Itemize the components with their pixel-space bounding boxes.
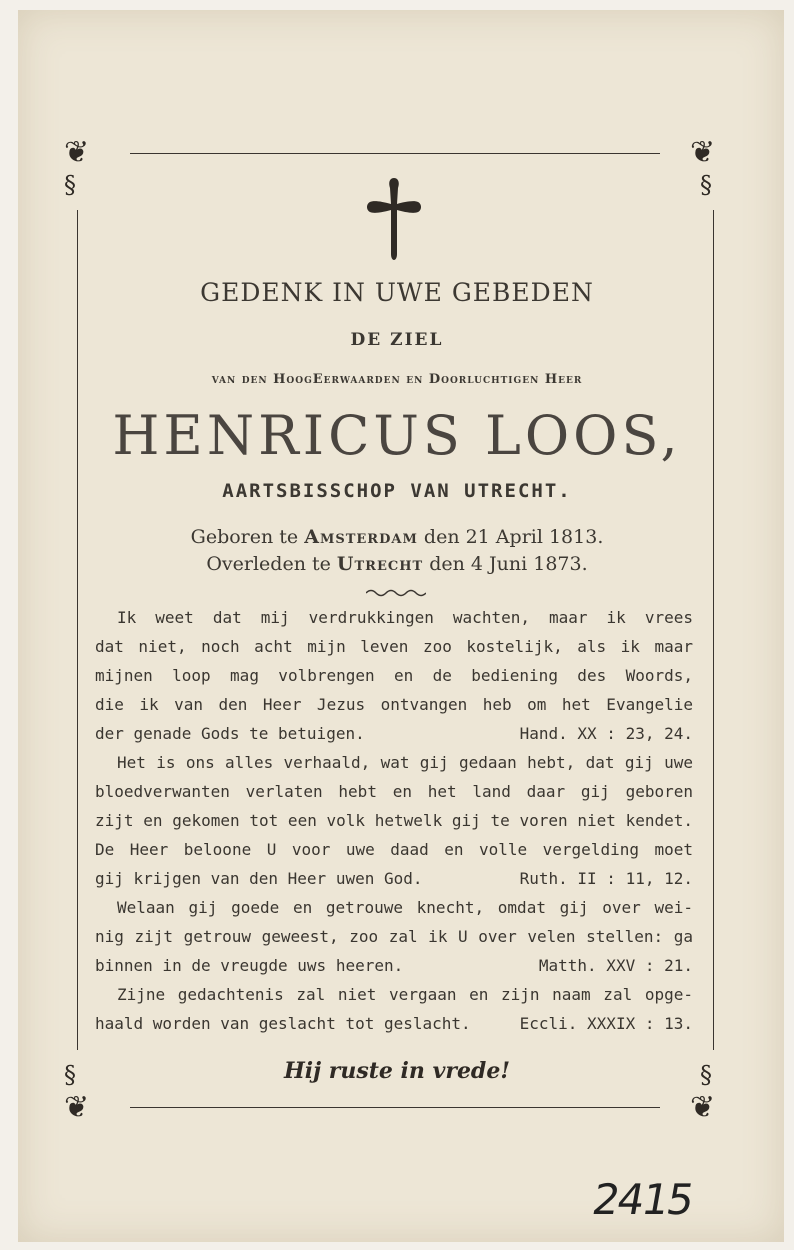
- birth-place: Amsterdam: [304, 526, 418, 548]
- corner-ornament-icon: §: [64, 1061, 76, 1089]
- verse-text: binnen in de vreugde uws heeren.: [95, 956, 404, 975]
- verse-line: bloedverwanten verlaten hebt en het land daar gij geboren: [95, 782, 693, 801]
- verse-line: Ik weet dat mij verdrukkingen wachten, maar ik vrees: [117, 608, 693, 627]
- corner-ornament-icon: §: [700, 1061, 712, 1089]
- death-date: den 4 Juni 1873.: [429, 553, 588, 575]
- verse-line: zijt en gekomen tot een volk hetwelk gij te voren niet kendet.: [95, 811, 693, 830]
- birth-line: [0, 526, 794, 548]
- verse-line: De Heer beloone U voor uwe daad en volle vergelding moet: [95, 840, 693, 859]
- verse-line: nig zijt getrouw geweest, zoo zal ik U over velen stellen: ga: [95, 927, 693, 946]
- verse-line: die ik van den Heer Jezus ontvangen heb om het Evangelie: [95, 695, 693, 714]
- verse-line: Zijne gedachtenis zal niet vergaan en zijn naam zal opge-: [117, 985, 693, 1004]
- verse-text: der genade Gods te betuigen.: [95, 724, 365, 743]
- verse-reference: Ruth. II : 11, 12.: [519, 869, 693, 888]
- heading-remember: GEDENK IN UWE GEBEDEN: [200, 278, 594, 307]
- verse-line: mijnen loop mag volbrengen en de bediening des Woords,: [95, 666, 693, 685]
- verse-reference: Matth. XXV : 21.: [538, 956, 693, 975]
- birth-date: den 21 April 1813.: [423, 526, 604, 548]
- verse-line: Welaan gij goede en getrouwe knecht, omdat gij over wei-: [117, 898, 693, 917]
- heading-soul: DE ZIEL: [350, 330, 444, 350]
- closing-blessing: Hij ruste in vrede!: [284, 1058, 510, 1084]
- handwritten-number: 2415: [588, 1175, 697, 1224]
- wavy-divider: [366, 588, 426, 598]
- verse-line: dat niet, noch acht mijn leven zoo kostelijk, als ik maar: [95, 637, 693, 656]
- verse-last-line: [95, 864, 693, 893]
- corner-ornament-icon: ❦: [64, 1090, 90, 1125]
- deceased-name: HENRICUS LOOS,: [112, 404, 682, 467]
- verse-reference: Eccli. XXXIX : 13.: [519, 1014, 693, 1033]
- deceased-office: AARTSBISSCHOP VAN UTRECHT.: [222, 480, 572, 502]
- death-place: Utrecht: [336, 553, 424, 575]
- frame-top-line: [130, 153, 660, 154]
- birth-prefix: Geboren te: [190, 526, 299, 548]
- scripture-block: [95, 603, 693, 1038]
- death-line: [0, 553, 794, 575]
- corner-ornament-icon: ❦: [64, 135, 90, 170]
- verse-last-line: [95, 1009, 693, 1038]
- frame-bottom-line: [130, 1107, 660, 1108]
- corner-ornament-icon: §: [64, 171, 76, 199]
- verse-reference: Hand. XX : 23, 24.: [519, 724, 693, 743]
- corner-ornament-icon: §: [700, 171, 712, 199]
- verse-text: haald worden van geslacht tot geslacht.: [95, 1014, 471, 1033]
- verse-last-line: [95, 951, 693, 980]
- verse-text: gij krijgen van den Heer uwen God.: [95, 869, 423, 888]
- heading-honorific: van den HoogEerwaarden en Doorluchtigen Heer: [211, 372, 583, 387]
- verse-line: Het is ons alles verhaald, wat gij gedaan hebt, dat gij uwe: [117, 753, 693, 772]
- corner-ornament-icon: ❦: [690, 1090, 716, 1125]
- verse-last-line: [95, 719, 693, 748]
- death-prefix: Overleden te: [206, 553, 331, 575]
- corner-ornament-icon: ❦: [690, 135, 716, 170]
- cross-icon: [366, 176, 422, 266]
